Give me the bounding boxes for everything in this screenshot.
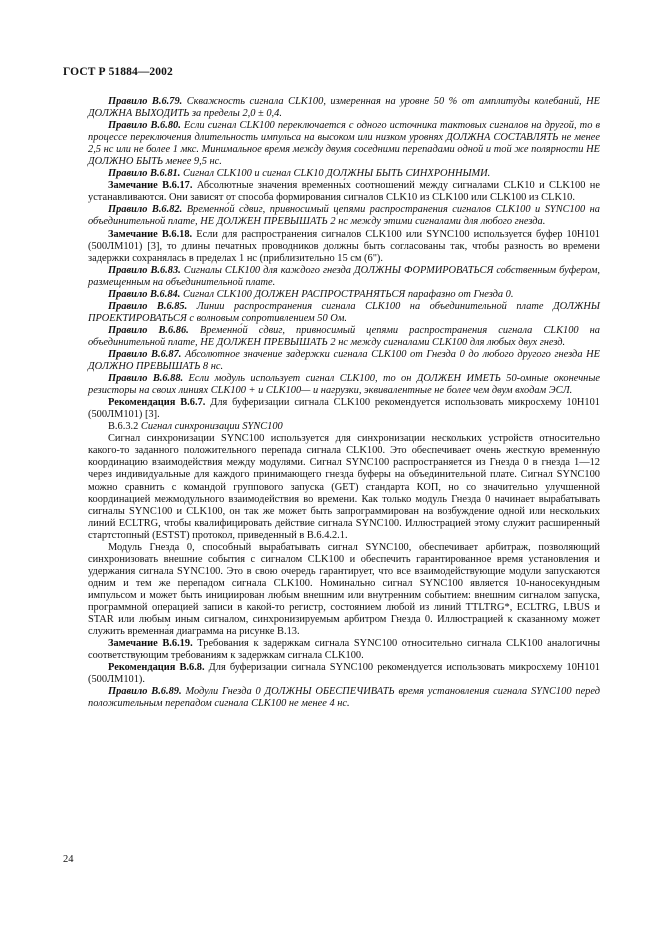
- rule-b-6-81: Правило В.6.81. Сигнал CLK100 и сигнал CLK10 ДОЛЖНЫ БЫТЬ СИНХРОННЫМИ.: [108, 168, 491, 180]
- document-body: [88, 96, 600, 710]
- document-header: ГОСТ Р 51884—2002: [63, 66, 173, 78]
- recommendation-b-6-7: Рекомендация В.6.7. Для буферизации сигнала CLK100 рекомендуется использовать микросхему 10Н101 (500ЛМ101) [3].: [88, 397, 601, 421]
- rule-b-6-87: Правило В.6.87. Абсолютное значение задержки сигнала CLK100 от Гнезда 0 до любого другого гнезда НЕ ДОЛЖНО ПРЕВЫШАТЬ 8 нс.: [88, 348, 600, 373]
- recommendation-b-6-8: Рекомендация В.6.8. Для буферизации сигнала SYNC100 рекомендуется использовать микросхему 10Н101 (500ЛМ101).: [88, 662, 600, 686]
- rule-b-6-86: Правило В.6.86. Временно́й сдвиг, привносимый цепями распространения сигнала CLK100 на объединительной плате, НЕ ДОЛЖЕН ПРЕВЫШАТЬ 2 нс между сигналами CLK100 для любых двух гнезд.: [88, 324, 600, 348]
- body-paragraph-2: Модуль Гнезда 0, способный вырабатывать сигнал SYNC100, обеспечивает арбитраж, позволяющий синхронизовать внешние события с сигналом CLK100 и обеспечить гарантированное время установления и удержания сигнала SYNC100. Это в свою очередь гарантирует, что все взаимодействующие модули запускаются одним и тем же перепадом сигнала CLK100. Номинально сигнал SYNC100 является 10-наносекундным импульсом и может быть инициирован любым внешним или внутренним событием: внешним сигналом запуска, программной операцией записи в какой-то регистр, состоянием любой из линий TTLTRG*, ECLTRG, LBUS и STAR или любым иным сигналом, синхронизируемым арбитром Гнезда 0. Иллюстрацией к сказанному может служить временна́я диаграмма на рисунке В.13.: [88, 541, 600, 638]
- rule-b-6-84: Правило В.6.84. Сигнал CLK100 ДОЛЖЕН РАСПРОСТРАНЯТЬСЯ парафазно от Гнезда 0.: [108, 288, 514, 300]
- rule-b-6-80: Правило В.6.80. Если сигнал CLK100 переключается с одного источника тактовых сигналов на другой, то в процессе переключения длительность импульса на высоком или низком уровнях ДОЛЖНА СОСТАВЛЯТЬ не менее 2,5 нс или не более 1 мкс. Минимальное время между двумя соседними перепадами одной и той же полярности НЕ ДОЛЖНО БЫТЬ менее 9,5 нс.: [88, 120, 600, 168]
- rule-b-6-83: Правило В.6.83. Сигналы CLK100 для каждого гнезда ДОЛЖНЫ ФОРМИРОВАТЬСЯ собственным буфером, размещенным на объединительной плате.: [88, 264, 600, 288]
- rule-b-6-82: Правило В.6.82. Временно́й сдвиг, привносимый цепями распространения сигналов CLK100 и SYNC100 на объединительной плате, НЕ ДОЛЖЕН ПРЕВЫШАТЬ 2 нс между этими сигналами для любого гнезда.: [88, 204, 600, 228]
- note-b-6-18: Замечание В.6.18. Если для распространения сигналов CLK100 или SYNC100 используется буфер 10Н101 (500ЛМ101) [3], то длины печатных проводников должны быть согласованы так, чтобы разность во времени задержки сохранялась в пределах 1 нс (приблизительно 15 см (6").: [88, 228, 600, 264]
- body-paragraph-1: Сигнал синхронизации SYNC100 используется для синхронизации нескольких устройств относительно какого-то заданного положительного перепада сигнала CLK100. Это обеспечивает очень жесткую временну́ю координацию взаимодействия между модулями. Сигнал SYNC100 распространяется из Гнезда 0 в гнезда 1—12 через индивидуальные для каждого принимающего гнезда буферы на объединительной плате. Сигнал SYNC100 можно сравнить с командой группового запуска (GET) стандарта КОП, но со значительно улучшенной координацией межмодульного взаимодействия во времени. Как только модуль Гнезда 0 начинает вырабатывать сигналы SYNC100 и CLK100, он так же может быть запрограммирован на возбуждение одной или нескольких линий ECLTRG, чтобы квалифицировать действие сигнала SYNC100. Иллюстрацией этому служит расширенный стартстопный (ESTST) протокол, приведенный в В.6.4.2.1.: [88, 433, 600, 541]
- rule-b-6-89: Правило В.6.89. Модули Гнезда 0 ДОЛЖНЫ ОБЕСПЕЧИВАТЬ время установления сигнала SYNC100 перед положительным перепадом сигнала CLK100 не менее 4 нс.: [88, 686, 600, 710]
- section-number: В.6.3.2: [108, 421, 139, 433]
- page-number: 24: [63, 854, 74, 865]
- section-title: Сигнал синхронизации SYNC100: [140, 421, 283, 433]
- rule-b-6-88: Правило В.6.88. Если модуль использует сигнал CLK100, то он ДОЛЖЕН ИМЕТЬ 50-омные оконечные резисторы на своих линиях CLK100 + и CLK100— и нагрузки, эквивалентные не более чем двум входам ЭСЛ.: [88, 373, 600, 397]
- note-b-6-17: Замечание В.6.17. Абсолютные значения временны́х соотношений между сигналами CLK10 и CLK100 не устанавливаются. Они зависят от способа формирования сигналов CLK10 из CLK100 или CLK100 из CLK10.: [88, 180, 600, 204]
- note-b-6-19: Замечание В.6.19. Требования к задержкам сигнала SYNC100 относительно сигнала CLK100 аналогичны соответствующим требованиям к задержкам сигнала CLK100.: [88, 638, 600, 662]
- section-heading: [88, 421, 600, 433]
- rule-b-6-85: Правило В.6.85. Линии распространения сигнала CLK100 на объединительной плате ДОЛЖНЫ ПРОЕКТИРОВАТЬСЯ с волновым сопротивлением 50 Ом.: [88, 300, 600, 324]
- rule-b-6-79: Правило В.6.79. Скважность сигнала CLK100, измеренная на уровне 50 % от амплитуды колебаний, НЕ ДОЛЖНА ВЫХОДИТЬ за пределы 2,0 ± 0,4.: [88, 96, 600, 120]
